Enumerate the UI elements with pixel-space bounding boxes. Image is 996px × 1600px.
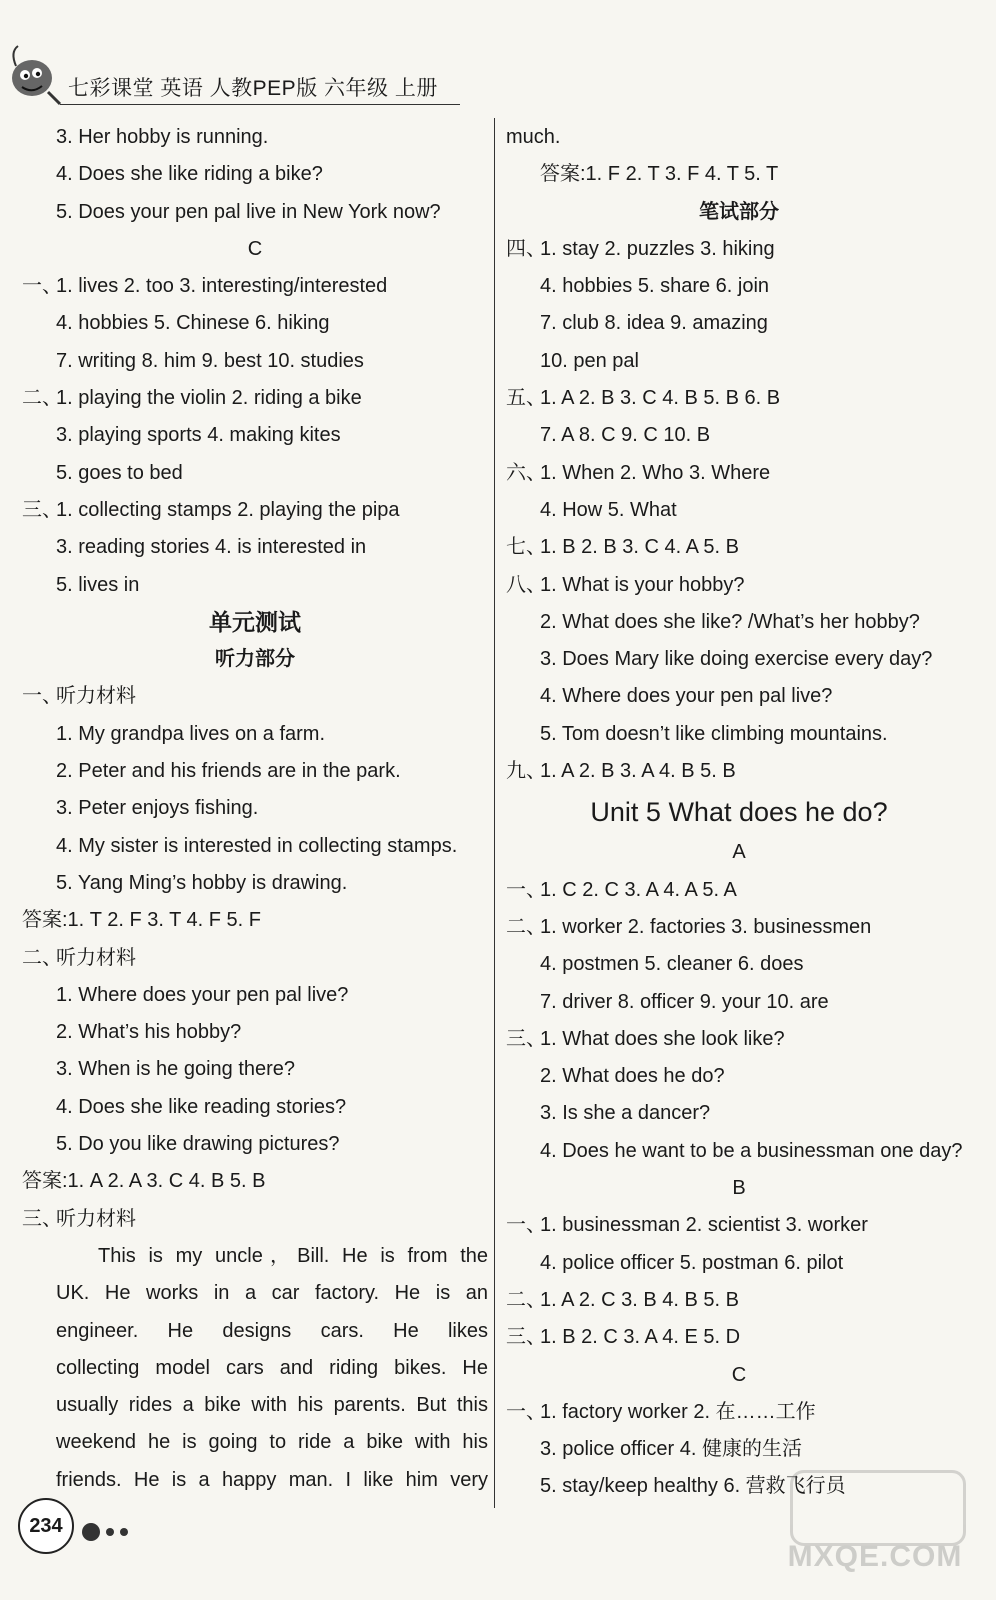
answer-line xyxy=(506,1207,972,1244)
answer-line xyxy=(22,977,488,1014)
answer-text: 4. Does she like riding a bike? xyxy=(56,163,323,186)
watermark-text: MXQE.COM xyxy=(787,1540,963,1573)
question-number: 八、 xyxy=(506,573,546,596)
answer-text: 4. police officer 5. postman 6. pilot xyxy=(540,1251,844,1274)
answer-line xyxy=(506,1058,972,1095)
answer-line xyxy=(22,380,488,417)
answer-line xyxy=(506,790,972,834)
answer-line xyxy=(22,343,488,380)
answer-line xyxy=(22,417,488,454)
answer-line xyxy=(22,1089,488,1126)
answer-line xyxy=(506,1357,972,1394)
answer-text: 3. Is she a dancer? xyxy=(540,1102,711,1125)
answer-line xyxy=(506,1170,972,1207)
answer-line xyxy=(22,156,488,193)
mascot-icon xyxy=(4,42,64,108)
answer-line xyxy=(22,1014,488,1051)
answer-line xyxy=(506,1431,972,1468)
answer-text: 3. reading stories 4. is interested in xyxy=(56,536,367,559)
answer-text: 4. postmen 5. cleaner 6. does xyxy=(540,953,804,976)
answer-text: 5. goes to bed xyxy=(56,461,183,484)
answer-line xyxy=(22,1163,488,1200)
answer-text: 10. pen pal xyxy=(540,349,639,372)
answer-text: 4. hobbies 5. share 6. join xyxy=(540,275,770,298)
answer-text: 1. My grandpa lives on a farm. xyxy=(56,722,326,745)
answer-line xyxy=(22,865,488,902)
question-number: 九、 xyxy=(506,760,546,783)
answer-line xyxy=(22,828,488,865)
answer-text: 1. worker 2. factories 3. businessmen xyxy=(540,915,872,938)
answer-line xyxy=(22,194,488,231)
section-heading: B xyxy=(732,1177,746,1200)
answer-text: 2. Peter and his friends are in the park. xyxy=(56,760,401,783)
answer-text: 1. B 2. B 3. C 4. A 5. B xyxy=(540,536,740,559)
answer-line xyxy=(22,902,488,939)
passage-line: collecting model cars and riding bikes. He xyxy=(56,1356,488,1379)
answer-line xyxy=(506,678,972,715)
answer-text: 3. police officer 4. 健康的生活 xyxy=(540,1438,802,1461)
answer-line xyxy=(506,834,972,871)
answer-text: 3. Does Mary like doing exercise every day? xyxy=(540,648,933,671)
answer-text: 1. collecting stamps 2. playing the pipa xyxy=(56,498,400,521)
answer-line xyxy=(22,231,488,268)
section-heading: 单元测试 xyxy=(209,608,301,635)
answer-text: 1. lives 2. too 3. interesting/interested xyxy=(56,275,388,298)
answer-line xyxy=(22,305,488,342)
answer-text: 4. Does she like reading stories? xyxy=(56,1095,347,1118)
question-number: 三、 xyxy=(22,498,62,521)
page-number-dots xyxy=(82,1518,128,1544)
watermark xyxy=(760,1470,990,1590)
unit-title: Unit 5 What does he do? xyxy=(590,797,888,828)
answer-text: 3. When is he going there? xyxy=(56,1058,296,1081)
answer-text: 听力材料 xyxy=(56,946,136,969)
answer-text: 听力材料 xyxy=(56,685,136,708)
question-number: 三、 xyxy=(22,1207,62,1230)
answer-line xyxy=(506,984,972,1021)
question-number: 三、 xyxy=(506,1326,546,1349)
answer-text: 1. What is your hobby? xyxy=(540,573,745,596)
answer-line xyxy=(506,716,972,753)
answer-text: 答案:1. F 2. T 3. F 4. T 5. T xyxy=(540,163,779,186)
answer-text: 7. A 8. C 9. C 10. B xyxy=(540,424,711,447)
answer-text: 7. club 8. idea 9. amazing xyxy=(540,312,768,335)
answer-line xyxy=(22,492,488,529)
question-number: 三、 xyxy=(506,1027,546,1050)
question-number: 二、 xyxy=(22,387,62,410)
answer-text: 4. How 5. What xyxy=(540,498,677,521)
answer-line xyxy=(22,940,488,977)
answer-text: 1. businessman 2. scientist 3. worker xyxy=(540,1214,868,1237)
answer-line xyxy=(22,529,488,566)
passage-line: weekend he is going to ride a bike with his xyxy=(56,1431,488,1454)
right-column xyxy=(506,119,972,1506)
question-number: 一、 xyxy=(22,275,62,298)
answer-line xyxy=(22,1201,488,1238)
question-number: 五、 xyxy=(506,387,546,410)
answer-line xyxy=(506,1021,972,1058)
answer-text: 1. stay 2. puzzles 3. hiking xyxy=(540,237,775,260)
answer-text: 1. C 2. C 3. A 4. A 5. A xyxy=(540,878,737,901)
answer-text: 1. A 2. B 3. C 4. B 5. B 6. B xyxy=(540,387,781,410)
answer-text: 5. Tom doesn’t like climbing mountains. xyxy=(540,722,888,745)
header-rule xyxy=(60,104,460,105)
question-number: 一、 xyxy=(506,1400,546,1423)
answer-text: 5. Yang Ming’s hobby is drawing. xyxy=(56,871,348,894)
question-number: 六、 xyxy=(506,461,546,484)
answer-line xyxy=(506,567,972,604)
answer-text: much. xyxy=(506,126,561,148)
passage-line: engineer. He designs cars. He likes xyxy=(56,1319,488,1342)
answer-text: 1. B 2. C 3. A 4. E 5. D xyxy=(540,1326,741,1349)
answer-text: 1. factory worker 2. 在……工作 xyxy=(540,1400,816,1423)
answer-line xyxy=(506,872,972,909)
answer-line xyxy=(22,604,488,641)
question-number: 一、 xyxy=(506,878,546,901)
header-title: 七彩课堂 英语 人教PEP版 六年级 上册 xyxy=(68,77,438,100)
answer-text: 4. hobbies 5. Chinese 6. hiking xyxy=(56,312,330,335)
answer-text: 3. Peter enjoys fishing. xyxy=(56,797,259,820)
answer-line xyxy=(22,119,488,156)
passage-line: usually rides a bike with his parents. But this xyxy=(56,1394,488,1417)
answer-text: 4. My sister is interested in collecting stamps. xyxy=(56,834,458,857)
answer-text: 1. A 2. C 3. B 4. B 5. B xyxy=(540,1288,740,1311)
answer-line xyxy=(22,716,488,753)
answer-line xyxy=(506,1133,972,1170)
answer-line xyxy=(506,1245,972,1282)
answer-line xyxy=(22,641,488,678)
passage-line: UK. He works in a car factory. He is an xyxy=(56,1282,488,1305)
answer-line xyxy=(506,417,972,454)
answer-line xyxy=(506,156,972,193)
passage-line: friends. He is a happy man. I like him very xyxy=(56,1468,488,1491)
question-number: 二、 xyxy=(506,915,546,938)
question-number: 四、 xyxy=(506,237,546,260)
passage-line: This is my uncle，Bill. He is from the xyxy=(98,1244,488,1267)
answer-line xyxy=(506,1394,972,1431)
section-heading: 笔试部分 xyxy=(699,200,779,223)
section-heading: A xyxy=(732,841,746,864)
answer-line xyxy=(22,790,488,827)
question-number: 一、 xyxy=(22,685,62,708)
answer-line xyxy=(506,641,972,678)
answer-line xyxy=(506,753,972,790)
answer-line xyxy=(506,1282,972,1319)
page-number: 234 xyxy=(18,1498,74,1554)
question-number: 二、 xyxy=(22,946,62,969)
answer-text: 2. What does she like? /What’s her hobby? xyxy=(540,610,920,633)
answer-line xyxy=(506,946,972,983)
answer-line xyxy=(506,1095,972,1132)
question-number: 二、 xyxy=(506,1288,546,1311)
watermark-logo-icon xyxy=(790,1470,966,1546)
section-heading: C xyxy=(247,237,263,260)
answer-line xyxy=(506,268,972,305)
answer-text: 听力材料 xyxy=(56,1207,136,1230)
answer-text: 2. What’s his hobby? xyxy=(56,1021,242,1044)
answer-line xyxy=(506,1319,972,1356)
answer-text: 2. What does he do? xyxy=(540,1065,725,1088)
page-header xyxy=(0,0,996,122)
answer-line xyxy=(22,753,488,790)
answer-line xyxy=(22,678,488,715)
answer-text: 3. playing sports 4. making kites xyxy=(56,424,341,447)
answer-line xyxy=(506,343,972,380)
answer-text: 7. writing 8. him 9. best 10. studies xyxy=(56,349,364,372)
dot-icon xyxy=(106,1528,114,1536)
column-divider xyxy=(494,118,495,1508)
answer-line xyxy=(506,305,972,342)
answer-text: 5. Do you like drawing pictures? xyxy=(56,1133,340,1156)
answer-line xyxy=(506,380,972,417)
answer-text: 1. When 2. Who 3. Where xyxy=(540,461,771,484)
question-number: 一、 xyxy=(506,1214,546,1237)
answer-line xyxy=(506,194,972,231)
answer-text: 3. Her hobby is running. xyxy=(56,126,269,148)
answer-line xyxy=(22,455,488,492)
answer-text: 答案:1. A 2. A 3. C 4. B 5. B xyxy=(22,1170,266,1193)
dot-icon xyxy=(82,1523,100,1541)
section-heading: C xyxy=(731,1363,747,1386)
answer-line xyxy=(22,1051,488,1088)
dot-icon xyxy=(120,1528,128,1536)
answer-text: 1. Where does your pen pal live? xyxy=(56,983,349,1006)
section-heading: 听力部分 xyxy=(215,648,295,671)
answer-line xyxy=(22,1126,488,1163)
left-column xyxy=(22,119,488,1499)
answer-text: 4. Where does your pen pal live? xyxy=(540,685,833,708)
answer-line xyxy=(506,604,972,641)
answer-text: 4. Does he want to be a businessman one day? xyxy=(540,1139,963,1162)
answer-text: 1. playing the violin 2. riding a bike xyxy=(56,387,362,410)
answer-text: 1. What does she look like? xyxy=(540,1027,785,1050)
answer-line xyxy=(22,268,488,305)
answer-text: 5. stay/keep healthy 6. 营救飞行员 xyxy=(540,1475,846,1498)
answer-line xyxy=(506,455,972,492)
answer-line xyxy=(22,567,488,604)
answer-line xyxy=(506,119,972,156)
question-number: 七、 xyxy=(506,536,546,559)
answer-text: 5. lives in xyxy=(56,573,140,596)
answer-line xyxy=(506,492,972,529)
answer-line xyxy=(506,231,972,268)
answer-text: 答案:1. T 2. F 3. T 4. F 5. F xyxy=(22,909,261,932)
answer-line xyxy=(506,909,972,946)
answer-text: 5. Does your pen pal live in New York now? xyxy=(56,200,441,223)
answer-text: 7. driver 8. officer 9. your 10. are xyxy=(540,990,829,1013)
answer-text: 1. A 2. B 3. A 4. B 5. B xyxy=(540,760,736,783)
answer-line xyxy=(506,529,972,566)
